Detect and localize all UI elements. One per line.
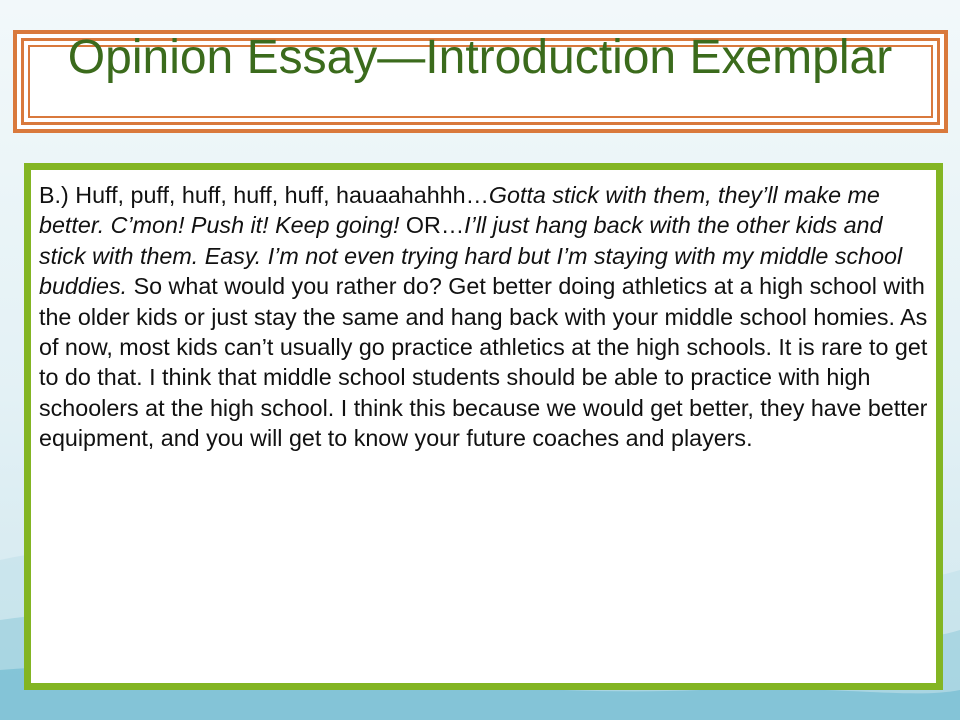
slide-title: Opinion Essay—Introduction Exemplar	[67, 31, 893, 84]
paragraph-segment: So what would you rather do? Get better doing athletics at a high school with the older kids or just stay the same and hang back with your middle school homies. As of now, most kids can’t usually go practice athletics at the high schools. It is rare to get to do that. I think that middle school students should be able to practice with high schoolers at the high school. I think this because we would get better, they have better equipment, and you will get to know your future coaches and players.	[39, 273, 928, 452]
paragraph-segment: OR…	[399, 212, 465, 239]
essay-paragraph	[39, 180, 930, 454]
body-text-box	[24, 163, 943, 690]
paragraph-segment-italic: Gotta stick with them, they’ll make me better. C’mon! Push it! Keep going!	[39, 182, 880, 239]
paragraph-segment: B.) Huff, puff, huff, huff, huff, hauaahahhh…	[39, 182, 489, 208]
paragraph-segment-italic: I’ll just hang back with the other kids and stick with them. Easy. I’m not even trying hard but I’m staying with my middle school buddies.	[39, 212, 903, 300]
